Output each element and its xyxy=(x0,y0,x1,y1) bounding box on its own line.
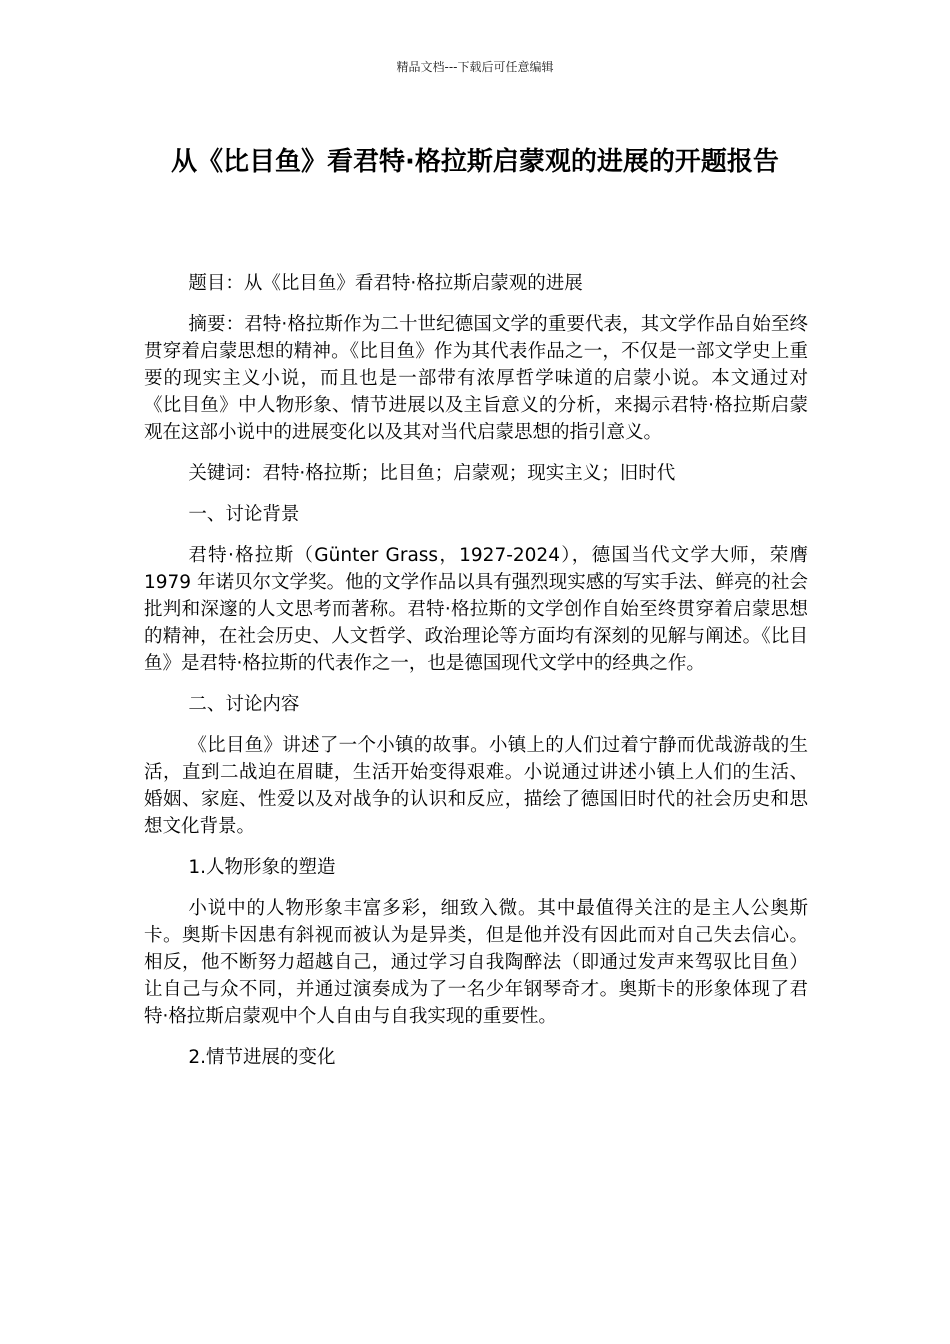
section-heading-background: 一、讨论背景 xyxy=(188,504,300,525)
page-header-note: 精品文档---下载后可任意编辑 xyxy=(396,60,554,74)
section-heading-content: 二、讨论内容 xyxy=(188,694,300,715)
background-paragraph: 君特·格拉斯（Günter Grass，1927-2024），德国当代文学大师，荣膺 1979 年诺贝尔文学奖。他的文学作品以具有强烈现实感的写实手法、鲜亮的社会批判和深邃的人文思考而著称。君特·格拉斯的文学创作自始至终贯穿着启蒙思想的精神，在社会历史、人文哲学、政治理论等方面均有深刻的见解与阐述。《比目鱼》是君特·格拉斯的代表作之一，也是德国现代文学中的经典之作。 xyxy=(144,545,808,674)
subsection-heading-characters: 1.人物形象的塑造 xyxy=(188,857,336,878)
content-paragraph: 《比目鱼》讲述了一个小镇的故事。小镇上的人们过着宁静而优哉游哉的生活，直到二战迫在眉睫，生活开始变得艰难。小说通过讲述小镇上人们的生活、婚姻、家庭、性爱以及对战争的认识和反应，描绘了德国旧时代的社会历史和思想文化背景。 xyxy=(144,735,808,837)
document-body xyxy=(144,270,808,1085)
document-title: 从《比目鱼》看君特·格拉斯启蒙观的进展的开题报告 xyxy=(171,147,779,177)
subsection-heading-plot: 2.情节进展的变化 xyxy=(188,1047,336,1068)
keywords-paragraph: 关键词：君特·格拉斯；比目鱼；启蒙观；现实主义；旧时代 xyxy=(188,463,676,484)
abstract-paragraph: 摘要：君特·格拉斯作为二十世纪德国文学的重要代表，其文学作品自始至终贯穿着启蒙思想的精神。《比目鱼》作为其代表作品之一，不仅是一部文学史上重要的现实主义小说，而且也是一部带有浓厚哲学味道的启蒙小说。本文通过对《比目鱼》中人物形象、情节进展以及主旨意义的分析，来揭示君特·格拉斯启蒙观在这部小说中的进展变化以及其对当代启蒙思想的指引意义。 xyxy=(144,314,808,443)
topic-paragraph: 题目：从《比目鱼》看君特·格拉斯启蒙观的进展 xyxy=(188,273,583,294)
characters-paragraph: 小说中的人物形象丰富多彩，细致入微。其中最值得关注的是主人公奥斯卡。奥斯卡因患有斜视而被认为是异类，但是他并没有因此而对自己失去信心。相反，他不断努力超越自己，通过学习自我陶醉法（即通过发声来驾驭比目鱼）让自己与众不同，并通过演奏成为了一名少年钢琴奇才。奥斯卡的形象体现了君特·格拉斯启蒙观中个人自由与自我实现的重要性。 xyxy=(144,898,808,1027)
